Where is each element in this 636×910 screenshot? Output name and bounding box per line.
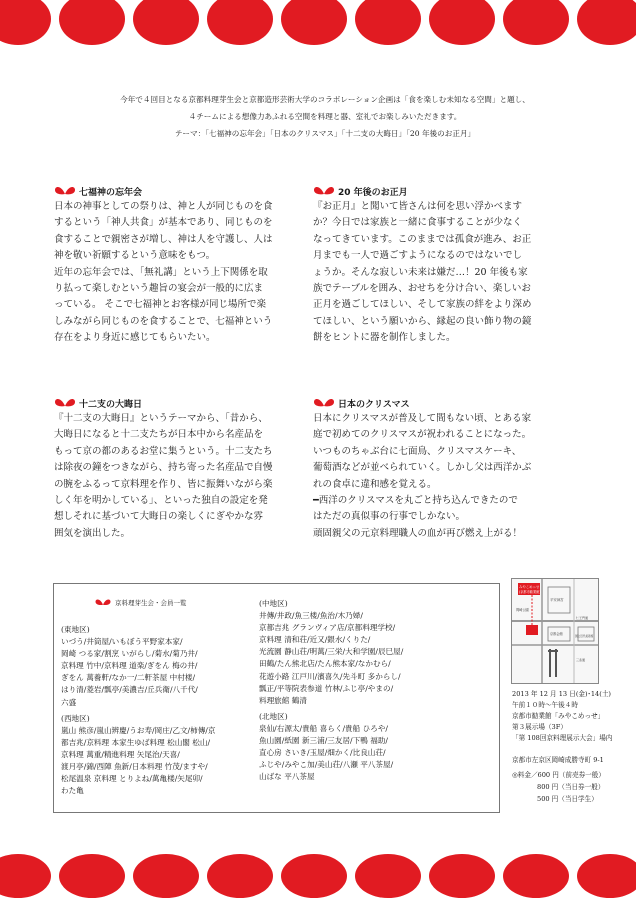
member-line: 六盛: [61, 697, 77, 707]
map-label: 平安神宮: [550, 598, 564, 602]
member-line: 直心房 さいき/玉屋/畑かく/比良山荘/: [259, 748, 386, 758]
member-line: 松尾温泉 京料理 とりよね/萬亀楼/矢尾卯/: [61, 774, 203, 784]
member-line: 岡崎 つる家/割烹 いがらし/菊水/菊乃井/: [61, 649, 198, 659]
body-line: しみながら同じものを食することで、七福神という: [54, 315, 273, 327]
body-line: もって京の都のあるお堂に集うという。十二支たち: [54, 445, 273, 457]
bottom-petal-border: [0, 850, 636, 910]
map-label: 岡崎公園: [516, 608, 529, 612]
member-line: 花遊小路 江戸川/濱喜久/先斗町 多からし/: [259, 671, 401, 681]
member-column-right: [259, 598, 403, 783]
map-label: 三条通: [576, 658, 586, 662]
top-petal-border: [0, 0, 636, 54]
member-line: ふじや/みやこ加/美山荘/八瀬 平八茶屋/: [259, 760, 394, 770]
member-line: 京料理 清和荘/近又/銀水/くりた/: [259, 635, 371, 645]
section-body: [313, 199, 583, 347]
member-line: 光流園 静山荘/明萬/三栄/大和学園/辰巳屋/: [259, 647, 404, 657]
map-label: 京都会館: [550, 632, 563, 636]
body-line: 近年の忘年会では、「無礼講」という上下関係を取: [54, 266, 268, 278]
member-line: ぎをん 萬養軒/なか一/二軒茶屋 中村楼/: [61, 673, 196, 683]
member-list-title: [94, 598, 187, 607]
body-line: てほしい、という願いから、縁起の良い飾り物の鏡: [313, 315, 532, 327]
fee-line: 800 円（当日券一般）: [537, 783, 605, 791]
intro-line: 今年で４回目となる京都料理芽生会と京都造形芸術大学のコラボレーション企画は「食を楽しむ未知なる空間」と題し、: [120, 95, 530, 104]
body-line: 葡萄酒などが並べられていく。しかし父は西洋かぶ: [313, 462, 532, 474]
member-line: 井傳/井政/魚三楼/魚治/木乃婦/: [259, 611, 363, 621]
fee-info: [512, 769, 605, 805]
body-line: 囲気を演出した。: [54, 527, 131, 539]
section-omisoka: [54, 395, 324, 542]
member-list-box: [53, 583, 500, 813]
body-line: なってきています。このままでは孤食が進み、お正: [313, 233, 532, 245]
intro-line: ４チームによる想像力あふれる空間を料理と器、室礼でお楽しみいただきます。: [188, 112, 462, 121]
section-heading: [54, 183, 324, 199]
section-title: 七福神の忘年会: [79, 187, 143, 198]
event-date: 2013 年 12 月 13 日(金)･14(土): [512, 690, 611, 698]
body-line: ━西洋のクリスマスを丸ごと持ち込んできたので: [313, 495, 518, 507]
body-line: か？今日では家族と一緒に食事することが少なく: [313, 217, 523, 229]
venue-map-drawing: [512, 579, 598, 683]
member-line: 泉仙/右源太/貴船 喜らく/貴船 ひろや/: [259, 723, 388, 733]
member-line: 京料理 竹中/京料理 道楽/ぎをん 梅の井/: [61, 661, 198, 671]
body-line: しく年を明かしている」、といった独自の設定を発: [54, 495, 268, 507]
section-title: 十二支の大晦日: [79, 399, 143, 410]
body-line: 日本にクリスマスが普及して間もない頃、とある家: [313, 413, 532, 424]
intro-theme-line: テーマ：「七福神の忘年会」「日本のクリスマス」「十二支の大晦日」「20 年後のお正月」: [174, 129, 476, 138]
member-list-title-text: 京料理芽生会・会員一覧: [115, 599, 187, 607]
member-line: 京都吉兆 グランヴィア店/京都料理学校/: [259, 623, 396, 633]
body-line: いつものちゃぶ台に七面鳥、クリスマスケーキ、: [313, 445, 522, 457]
body-line: 大晦日になると十二支たちが日本中から名産品を: [54, 429, 264, 441]
section-body: [54, 199, 324, 347]
body-line: は除夜の鐘をつきながら、持ち寄った名産品で自慢: [54, 462, 273, 474]
body-line: の腕をふるって京料理を作り、皆に振舞いながら楽: [54, 478, 273, 490]
member-column-left: [61, 624, 215, 797]
member-line: 田鶴/たん熊北店/たん熊本家/なかむら/: [259, 659, 391, 669]
body-line: するという「神人共食」が基本であり、同じものを: [54, 217, 273, 229]
event-info: [512, 689, 622, 766]
section-oshogatsu: [313, 183, 583, 347]
body-line: 正月を過ごしてほしい、そして家族の絆をより深め: [313, 299, 532, 311]
body-line: 『十二支の大晦日』というテーマから、「昔から、: [54, 413, 268, 424]
section-heading: [313, 183, 583, 199]
member-line: はり清/菱岩/瓢亭/美濃吉/丘兵衛/八千代/: [61, 685, 198, 695]
map-label: 国立近代美術館: [575, 635, 594, 638]
map-label: 仁王門通: [576, 616, 589, 620]
district-label: (北地区): [259, 711, 288, 721]
member-line: 魚山園/紙園 新三浦/三友居/下鴨 福助/: [259, 736, 388, 746]
fee-line: ◎料金／600 円（前売券一般）: [512, 771, 605, 779]
member-line: 京料理 萬重/精進料理 矢尾治/天喜/: [61, 749, 180, 759]
member-line: 嵐山 熊彦/嵐山辨慶/うお寿/岡庄/乙文/柿傳/京: [61, 725, 216, 735]
section-heading: [54, 395, 324, 411]
body-line: 庭で初めてのクリスマスが祝われることになった。: [313, 429, 532, 441]
event-address: 京都市左京区岡崎成勝寺町 9-1: [512, 756, 604, 764]
body-line: ょうか。そんな寂しい未来は嫌だ…！20 年後も家: [313, 266, 528, 278]
body-line: 食することで親密さが増し、神は人を守護し、人は: [54, 233, 273, 245]
section-christmas: [313, 395, 583, 542]
district-label: (東地区): [61, 625, 90, 634]
member-line: 料理旅館 鶴清: [259, 695, 307, 705]
red-leaf-icon: [313, 185, 335, 197]
body-line: 神を敬い祈願するという意味をもつ。: [54, 250, 216, 262]
event-hall: 第３展示場（3F）: [512, 723, 567, 731]
body-line: 存在をより身近に感じてもらいたい。: [54, 332, 216, 344]
body-line: 餅をヒントに器を制作しました。: [313, 332, 456, 344]
fee-line: 500 円（当日学生）: [537, 795, 598, 803]
body-line: 『お正月』と聞いて皆さんは何を思い浮かべます: [313, 201, 523, 212]
event-name: 「第 108回京料理展示大会」場内: [512, 734, 613, 742]
section-body: [54, 411, 324, 542]
district-label: (西地区): [61, 713, 90, 723]
member-line: わた亀: [61, 786, 84, 796]
red-leaf-icon: [94, 598, 112, 607]
body-line: っている。 そこで七福神とお客様が同じ場所で楽: [54, 299, 267, 311]
body-line: 頑固親父の元京料理職人の血が再び燃え上がる！: [313, 527, 523, 539]
event-spacer: [512, 744, 622, 755]
body-line: 日本の神事としての祭りは、神と人が同じものを食: [54, 201, 273, 212]
district-label: (中地区): [259, 599, 288, 608]
member-line: 都吉兆/京料理 本家生ゆば料理 松山閣 松山/: [61, 737, 211, 747]
member-line: 山ばな 平八茶屋: [259, 772, 315, 782]
member-line: 瓢正/平等院表参道 竹林/ふじ亭/やまの/: [259, 683, 394, 693]
venue-map: [511, 578, 599, 684]
section-title: 日本のクリスマス: [338, 399, 410, 410]
red-leaf-icon: [313, 397, 335, 409]
map-label: (京都市勧業館): [519, 590, 541, 594]
section-shichifukujin: [54, 183, 324, 347]
section-body: [313, 411, 583, 542]
member-line: 渡月亭/錦/西陣 魚新/日本料理 竹茂/ますや/: [61, 762, 208, 772]
section-title: 20 年後のお正月: [338, 187, 408, 198]
event-venue: 京都市勧業館「みやこめっせ」: [512, 712, 605, 720]
body-line: はただの真似事の行事でしかない。: [313, 511, 466, 523]
body-line: り払って楽しむという趣旨の宴会が一般的に広ま: [54, 283, 264, 295]
body-line: 月までも一人で過ごすようになるのではないでし: [313, 250, 523, 262]
red-leaf-icon: [54, 397, 76, 409]
intro-block: [60, 91, 590, 142]
section-heading: [313, 395, 583, 411]
body-line: れの食卓に違和感を覚える。: [313, 478, 437, 490]
event-time: 午前１０時〜午後４時: [512, 701, 578, 709]
body-line: 族でテーブルを囲み、おせちを分け合い、楽しいお: [313, 283, 531, 295]
map-label: みやこめっせ: [519, 585, 540, 589]
member-line: いづう/井筒屋/いもぼう平野家本家/: [61, 637, 183, 647]
body-line: 想しそれに基づいて大晦日の楽しくにぎやかな雰: [54, 511, 264, 523]
red-leaf-icon: [54, 185, 76, 197]
